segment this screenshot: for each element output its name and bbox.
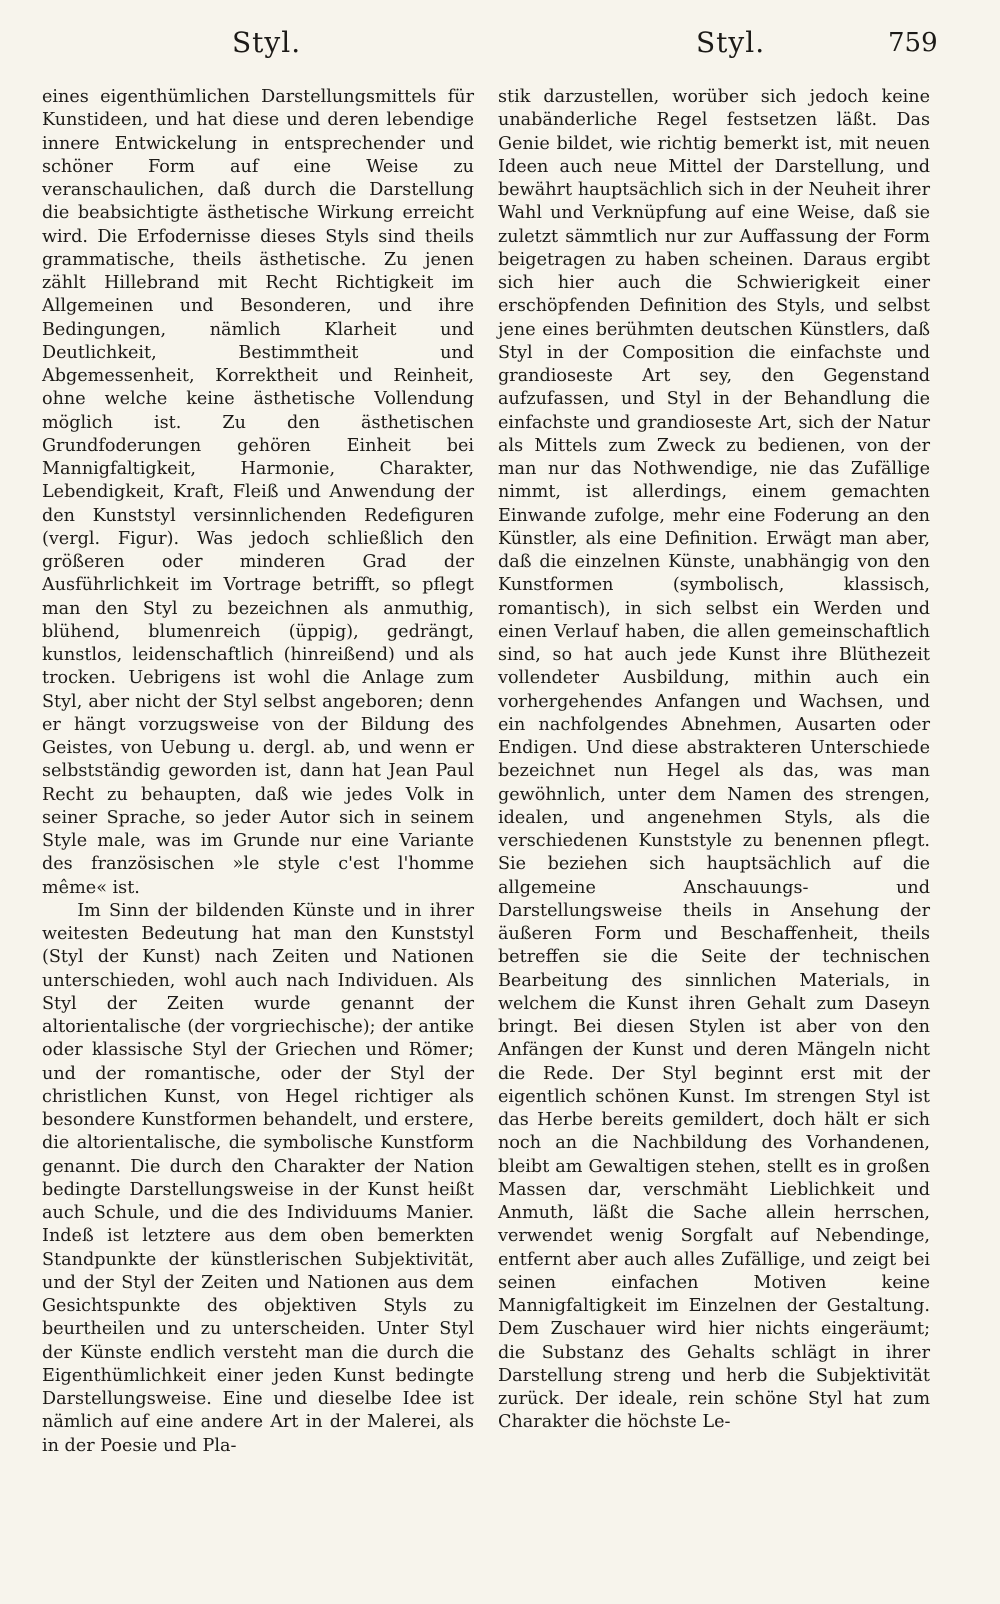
- page-number: 759: [888, 28, 938, 58]
- paragraph-styl-definition: stik darzustellen, worüber sich jedoch keine unabänderliche Regel festsetzen läßt. Das Genie bildet, wie richtig bemerkt ist, mit neuen Ideen auch neue Mittel der Darstellung, und bewährt hauptsächlich sich in der Neuheit ihrer Wahl und Verknüpfung auf eine Weise, daß sie zuletzt sämmtlich nur zur Auffassung der Form beigetragen zu haben scheinen. Daraus ergibt sich hier auch die Schwierigkeit einer erschöpfenden Definition des Styls, und selbst jene eines berühmten deutschen Künstlers, daß Styl in der Composition die einfachste und grandioseste Art sey, den Gegenstand aufzufassen, und Styl in der Behandlung die einfachste und grandioseste Art, sich der Natur als Mittels zum Zweck zu bedienen, von der man nur das Nothwendige, nie das Zufällige nimmt, ist allerdings, einem gemachten Einwande zufolge, mehr eine Foderung an den Künstler, als eine Definition. Erwägt man aber, daß die einzelnen Künste, unabhängig von den Kunstformen (symbolisch, klassisch, romantisch), in sich selbst ein Werden und einen Verlauf haben, die allen gemeinschaftlich sind, so hat auch jede Kunst ihre Blüthezeit vollendeter Ausbildung, mithin auch ein vorhergehendes Anfangen und Wachsen, und ein nachfolgendes Abnehmen, Ausarten oder Endigen. Und diese abstrakteren Unterschiede bezeichnet nun Hegel als das, was man gewöhnlich, unter dem Namen des strengen, idealen, und angenehmen Styls, als die verschiedenen Kunststyle zu benennen pflegt. Sie beziehen sich hauptsächlich auf die allgemeine Anschauungs- und Darstellungsweise theils in Ansehung der äußeren Form und Beschaffenheit, theils betreffen sie die Seite der technischen Bearbeitung des sinnlichen Materials, in welchem die Kunst ihren Gehalt zum Daseyn bringt. Bei diesen Stylen ist aber von den Anfängen der Kunst und deren Mängeln nicht die Rede. Der Styl beginnt erst mit der eigentlich schönen Kunst. Im strengen Styl ist das Herbe bereits gemildert, doch hält er sich noch an die Nachbildung des Vorhandenen, bleibt am Gewaltigen stehen, stellt es in großen Massen dar, verschmäht Lieblichkeit und Anmuth, läßt die Sache allein herrschen, verwendet wenig Sorgfalt auf Nebendinge, entfernt aber auch alles Zufällige, und zeigt bei seinen einfachen Motiven keine Mannigfaltigkeit im Einzelnen der Gestaltung. Dem Zuschauer wird hier nichts eingeräumt; die Substanz des Gehalts schlägt in ihrer Darstellung streng und herb die Subjektivität zurück. Der ideale, rein schöne Styl hat zum Charakter die höchste Le-: [498, 87, 930, 1433]
- left-column: [42, 86, 474, 1458]
- right-column: [498, 86, 930, 1435]
- paragraph-styl-requirements: eines eigenthümlichen Darstellungsmittels für Kunstideen, und hat diese und deren lebendige innere Entwickelung in entsprechender und schöner Form auf eine Weise zu veranschaulichen, daß durch die Darstellung die beabsichtigte ästhetische Wirkung erreicht wird. Die Erfodernisse dieses Styls sind theils grammatische, theils ästhetische. Zu jenen zählt Hillebrand mit Recht Richtigkeit im Allgemeinen und Besonderen, und ihre Bedingungen, nämlich Klarheit und Deutlichkeit, Bestimmtheit und Abgemessenheit, Korrektheit und Reinheit, ohne welche keine ästhetische Vollendung möglich ist. Zu den ästhetischen Grundfoderungen gehören Einheit bei Mannigfaltigkeit, Harmonie, Charakter, Lebendigkeit, Kraft, Fleiß und Anwendung der den Kunststyl versinnlichenden Redefiguren (vergl. Figur). Was jedoch schließlich den größeren oder minderen Grad der Ausführlichkeit im Vortrage betrifft, so pflegt man den Styl zu bezeichnen als anmuthig, blühend, blumenreich (üppig), gedrängt, kunstlos, leidenschaftlich (hinreißend) und als trocken. Uebrigens ist wohl die Anlage zum Styl, aber nicht der Styl selbst angeboren; denn er hängt vorzugsweise von der Bildung des Geistes, von Uebung u. dergl. ab, und wenn er selbstständig geworden ist, dann hat Jean Paul Recht zu behaupten, daß wie jedes Volk in seiner Sprache, so jeder Autor sich in seinem Style male, was im Grunde nur eine Variante des französischen »le style c'est l'homme même« ist.: [42, 87, 474, 898]
- paragraph-kunststyl: Im Sinn der bildenden Künste und in ihrer weitesten Bedeutung hat man den Kunststyl (Styl der Kunst) nach Zeiten und Nationen unterschieden, wohl auch nach Individuen. Als Styl der Zeiten wurde genannt der altorientalische (der vorgriechische); der antike oder klassische Styl der Griechen und Römer; und der romantische, oder der Styl der christlichen Kunst, von Hegel richtiger als besondere Kunstformen behandelt, und erstere, die altorientalische, die symbolische Kunstform genannt. Die durch den Charakter der Nation bedingte Darstellungsweise in der Kunst heißt auch Schule, und die des Individuums Manier. Indeß ist letztere aus dem oben bemerkten Standpunkte der künstlerischen Subjektivität, und der Styl der Zeiten und Nationen aus dem Gesichtspunkte des objektiven Styls zu beurtheilen und zu unterscheiden. Unter Styl der Künste endlich versteht man die durch die Eigenthümlichkeit einer jeden Kunst bedingte Darstellungsweise. Eine und dieselbe Idee ist nämlich auf eine andere Art in der Malerei, als in der Poesie und Pla-: [42, 900, 474, 1456]
- running-head-right: Styl.: [696, 26, 766, 59]
- running-head-left: Styl.: [232, 26, 302, 59]
